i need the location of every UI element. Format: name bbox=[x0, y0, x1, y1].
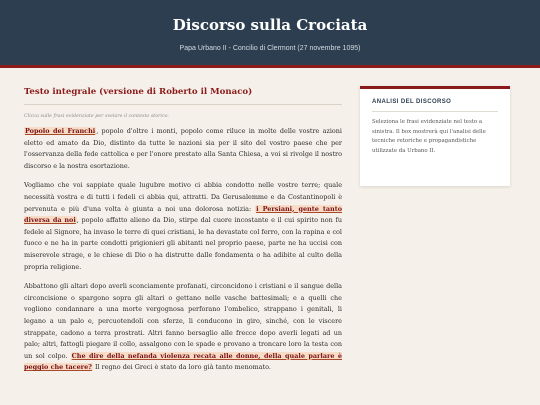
paragraph-1 bbox=[24, 126, 342, 172]
article-title: Testo integrale (versione di Roberto il Monaco) bbox=[24, 87, 253, 97]
sidebar-text: Seleziona le frasi evidenziate nel testo a sinistra. Il box mostrerà qui l'analisi delle tecniche retoriche e propagandistiche utilizzate da Urbano II. bbox=[372, 119, 486, 154]
paragraph-3 bbox=[24, 281, 342, 374]
highlight-i-persiani[interactable]: i Persiani, gente tanto diversa da noi bbox=[24, 204, 342, 225]
highlight-popolo-dei-franchi[interactable]: Popolo dei Franchi bbox=[25, 127, 96, 135]
sidebar-title: ANALISI DEL DISCORSO bbox=[372, 99, 452, 105]
highlight-violenza-donne[interactable]: Che dire della nefanda violenza recata alle donne, della quale parlare è peggio che tacere? bbox=[24, 351, 343, 372]
instruction-hint: Clicca sulle frasi evidenziate per svelare il contesto storico. bbox=[24, 114, 169, 119]
divider bbox=[24, 104, 342, 105]
paragraph-text: Vogliamo che voi sappiate quale lugubre motivo ci abbia condotto nelle vostre terre; quale necessità vostra e di tutti i fedeli ci abbia qui, attratti. Da Gerusalemme e da Costantinopoli è pervenuta e più d'una volta è giunta a noi una dolorosa notizia: bbox=[24, 181, 342, 213]
site-header bbox=[0, 0, 540, 68]
analysis-sidebar bbox=[360, 86, 510, 186]
paragraph-text: , popolo d'oltre i monti, popolo come riluce in molte delle vostre azioni eletto ed amato da Dio, distinto da tutte le nazioni sia per il sito del vostro paese che per l'osservanza della fede cattolica e per l'onore prestato alla Santa Chiesa, a voi si rivolge il nostro discorso e la nostra esortazione. bbox=[24, 127, 342, 170]
page-subtitle: Papa Urbano II - Concilio di Clermont (27 novembre 1095) bbox=[179, 45, 361, 52]
page-title: Discorso sulla Crociata bbox=[172, 16, 368, 34]
paragraph-text: Il regno dei Greci è stato da loro già tanto menomato. bbox=[92, 363, 271, 372]
paragraph-2 bbox=[24, 180, 342, 273]
main-content bbox=[0, 71, 540, 405]
speech-text-panel bbox=[24, 79, 342, 374]
paragraph-text: , popolo affatto alieno da Dio, stirpe dal cuore incostante e il cui spirito non fu fedele al Signore, ha invaso le terre di quei cristiani, le ha devastate col ferro, con la rapina e col fuoco e ne ha in parte condotti prigionieri gli abitanti nel proprio paese, parte ne ha uccisi con miserevole strage, e le chiese di Dio o ha distrutte dalle fondamenta o ha adibite al culto della propria religione. bbox=[24, 216, 342, 271]
paragraph-text: Abbattono gli altari dopo averli sconciamente profanati, circoncidono i cristiani e il sangue della circoncisione o spargono sopra gli altari o gettano nelle vasche battesimali; e a quelli che vogliono condannare a una morte vergognosa perforano l'ombelico, strappano i genitali, li legano a un palo e, percuotendoli con sferze, li conducono in giro, sinché, con le viscere strappate, cadono a terra prostrati. Altri fanno bersaglio alle frecce dopo averli legati ad un palo; altri, fattogli piegare il collo, assalgono con le spade e provano a troncare loro la testa con un sol colpo. bbox=[24, 282, 342, 360]
sidebar-divider bbox=[372, 111, 498, 112]
